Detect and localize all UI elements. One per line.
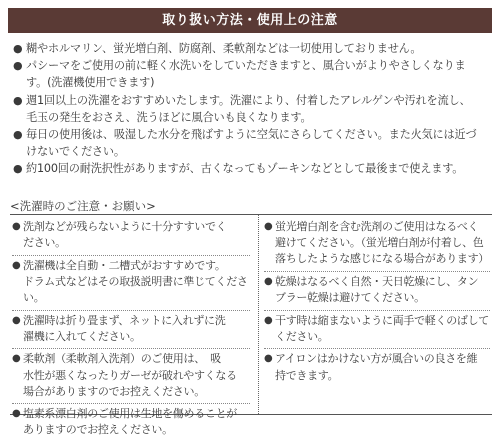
bullet-icon: ● [13,128,23,142]
care-notes-left-column [12,219,250,444]
note-text-line: パシーマをご使用の前に軽く水洗いをしていただきますと、風合いがよりやさしくなりま [26,59,466,73]
bullet-icon: ● [12,408,21,420]
note-text-line: 蛍光増白剤を含む洗剤のご使用はなるべく [275,220,479,233]
note-text-line: 場合がありますのでお控えください。 [23,384,205,398]
care-note-item [12,313,250,350]
note-text-line: す。(洗濯機使用できます) [26,76,155,90]
note-text-line: い。 [23,291,45,305]
usage-note-item [11,92,491,126]
usage-notes-list [11,40,491,178]
note-text-line: 水性が悪くなったりガーゼが破れやすくなる [23,368,237,382]
note-text-line: 干す時は縮まないように両手で軽くのばして [275,313,489,327]
note-text-line: ありますのでお控えください。 [23,423,173,437]
page-title: 取り扱い方法・使用上の注意 [8,8,492,33]
note-text-line: 約100回の耐洗択性がありますが、古くなってもゾーキンなどとして最後まで使えます。 [26,162,464,176]
care-note-item [264,219,490,272]
bullet-icon: ● [12,314,21,326]
usage-note-item [11,126,491,160]
care-notes-right-column [264,219,490,389]
note-text-line: 洗剤などが残らないように十分すすいでく [23,220,227,233]
note-text-line: 毛玉の発生をおさえ、洗うほどに風合いも良くなります。 [26,110,312,124]
bullet-icon: ● [13,93,23,107]
note-text-line: ブラー乾燥は避けてください。 [275,291,425,305]
usage-note-item [11,40,491,57]
care-note-item [264,274,490,311]
note-text-line: 避けてください。（蛍光増白剤が付着し、色 [275,236,484,250]
care-note-item [12,406,250,442]
column-divider [258,215,259,414]
note-text-line: 週1回以上の洗濯をおすすめいたします。洗濯により、付着したアレルゲンや汚れを流し、 [26,93,471,107]
care-note-item [264,351,490,387]
usage-note-item [11,57,491,91]
note-text-line: ドラム式などはその取扱説明書に準じてくださ [23,274,248,288]
care-notes-box [10,214,492,437]
note-text-line: 落ちしたような感じになる場合があります） [275,252,489,266]
note-text-line: 乾燥はなるべく自然・天日乾燥にし、タン [275,274,479,288]
bullet-icon: ● [12,353,21,365]
care-note-item [12,258,250,311]
note-text-line: ください。 [275,329,329,343]
bullet-icon: ● [13,42,23,55]
care-note-item [12,219,250,256]
note-text-line: 洗濯時は折り畳まず、ネットに入れずに洗 [23,313,226,327]
note-text-line: ださい。 [23,236,66,250]
note-text-line: 毎日の使用後は、吸湿した水分を飛ばすように空気にさらしてください。また火気には近づ [26,128,477,142]
care-note-item [264,313,490,350]
note-text-line: 持できます。 [275,368,339,382]
care-note-item [12,351,250,404]
bullet-icon: ● [12,221,21,232]
bullet-icon: ● [264,353,273,365]
bullet-icon: ● [13,59,23,73]
note-text-line: 塩素系漂白剤のご使用は生地を傷めることが [23,407,237,421]
bullet-icon: ● [13,162,23,176]
note-text-line: 濯機に入れてください。 [23,329,141,343]
bullet-icon: ● [264,221,273,232]
note-text-line: 柔軟剤（柔軟剤入洗剤）のご使用は、 吸 [23,352,221,366]
bullet-icon: ● [264,314,273,326]
note-text-line: 糊やホルマリン、蛍光増白剤、防腐剤、柔軟剤などは一切使用しておりません。 [26,42,422,55]
care-section-label: <洗濯時のご注意・お願い> [10,199,156,213]
note-text-line: けないでください。 [26,145,125,159]
note-text-line: アイロンはかけない方が風合いの良さを維 [275,352,478,366]
usage-note-item [11,160,491,177]
bullet-icon: ● [264,275,273,287]
note-text-line: 洗濯機は全自動・二槽式がおすすめです。 [23,258,226,272]
bullet-icon: ● [12,259,21,271]
